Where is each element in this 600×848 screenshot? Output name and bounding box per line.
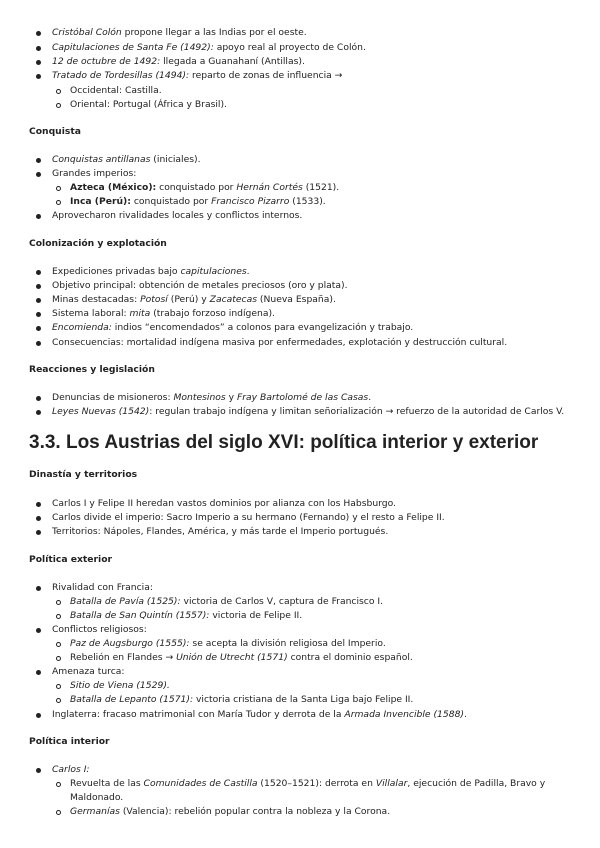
list-item: Aprovecharon rivalidades locales y conflictos internos. (52, 210, 303, 221)
list-item: 12 de octubre de 1492: llegada a Guanahaní (Antillas). (52, 56, 305, 67)
list-item: Denuncias de misioneros: Montesinos y Fray Bartolomé de las Casas. (52, 392, 372, 403)
sub-list-item: Germanías (Valencia): rebelión popular contra la nobleza y la Corona. (70, 806, 391, 817)
list-item: Tratado de Tordesillas (1494): reparto de zonas de influencia → (52, 70, 343, 81)
sub-list-item: Batalla de Lepanto (1571): victoria cristiana de la Santa Liga bajo Felipe II. (70, 694, 414, 705)
list-item: Consecuencias: mortalidad indígena masiva por enfermedades, explotación y destrucción cultural. (52, 337, 508, 348)
list-item: Inglaterra: fracaso matrimonial con María Tudor y derrota de la Armada Invencible (1588). (52, 709, 467, 720)
section-title: 3.3. Los Austrias del siglo XVI: política interior y exterior (29, 432, 539, 453)
list-item: Leyes Nuevas (1542): regulan trabajo indígena y limitan señorialización → refuerzo de la autoridad de Carlos V. (52, 406, 565, 417)
list-item: Territorios: Nápoles, Flandes, América, y más tarde el Imperio portugués. (52, 526, 389, 537)
list-item: Objetivo principal: obtención de metales preciosos (oro y plata). (52, 280, 348, 291)
sub-list-item: Occidental: Castilla. (70, 85, 162, 96)
list-item: Grandes imperios: (52, 168, 137, 179)
sub-list-item: Inca (Perú): conquistado por Francisco Pizarro (1533). (70, 196, 326, 207)
list-item: Carlos I: (52, 764, 90, 775)
list-item: Conflictos religiosos: (52, 624, 147, 635)
sub-list-item-continuation: Maldonado. (70, 792, 124, 803)
sub-list-item: Sitio de Viena (1529). (70, 680, 170, 691)
list-item: Expediciones privadas bajo capitulaciones. (52, 266, 250, 277)
section-heading: Dinastía y territorios (29, 469, 138, 480)
sub-list-item: Rebelión en Flandes → Unión de Utrecht (1571) contra el dominio español. (70, 652, 413, 663)
list-item: Rivalidad con Francia: (52, 582, 153, 593)
sub-list-item: Oriental: Portugal (África y Brasil). (70, 99, 227, 110)
section-heading: Reacciones y legislación (29, 364, 155, 375)
section-heading: Conquista (29, 126, 81, 137)
list-item: Conquistas antillanas (iniciales). (52, 154, 201, 165)
sub-list-item: Paz de Augsburgo (1555): se acepta la división religiosa del Imperio. (70, 638, 386, 649)
sub-list-item: Revuelta de las Comunidades de Castilla (1520–1521): derrota en Villalar, ejecución de Padilla, Bravo y (70, 778, 546, 789)
sub-list-item: Batalla de Pavía (1525): victoria de Carlos V, captura de Francisco I. (70, 596, 384, 607)
list-item: Cristóbal Colón propone llegar a las Indias por el oeste. (52, 27, 307, 38)
list-item: Encomienda: indios “encomendados” a colonos para evangelización y trabajo. (52, 322, 414, 333)
list-item: Carlos divide el imperio: Sacro Imperio a su hermano (Fernando) y el resto a Felipe II. (52, 512, 445, 523)
list-item: Sistema laboral: mita (trabajo forzoso indígena). (52, 308, 275, 319)
section-heading: Política interior (29, 736, 110, 747)
list-item: Carlos I y Felipe II heredan vastos dominios por alianza con los Habsburgo. (52, 498, 396, 509)
sub-list-item: Azteca (México): conquistado por Hernán Cortés (1521). (70, 182, 340, 193)
list-item: Amenaza turca: (52, 666, 125, 677)
section-heading: Política exterior (29, 554, 113, 565)
section-heading: Colonización y explotación (29, 238, 167, 249)
list-item: Minas destacadas: Potosí (Perú) y Zacatecas (Nueva España). (52, 294, 336, 305)
sub-list-item: Batalla de San Quintín (1557): victoria de Felipe II. (70, 610, 303, 621)
list-item: Capitulaciones de Santa Fe (1492): apoyo real al proyecto de Colón. (52, 42, 366, 53)
